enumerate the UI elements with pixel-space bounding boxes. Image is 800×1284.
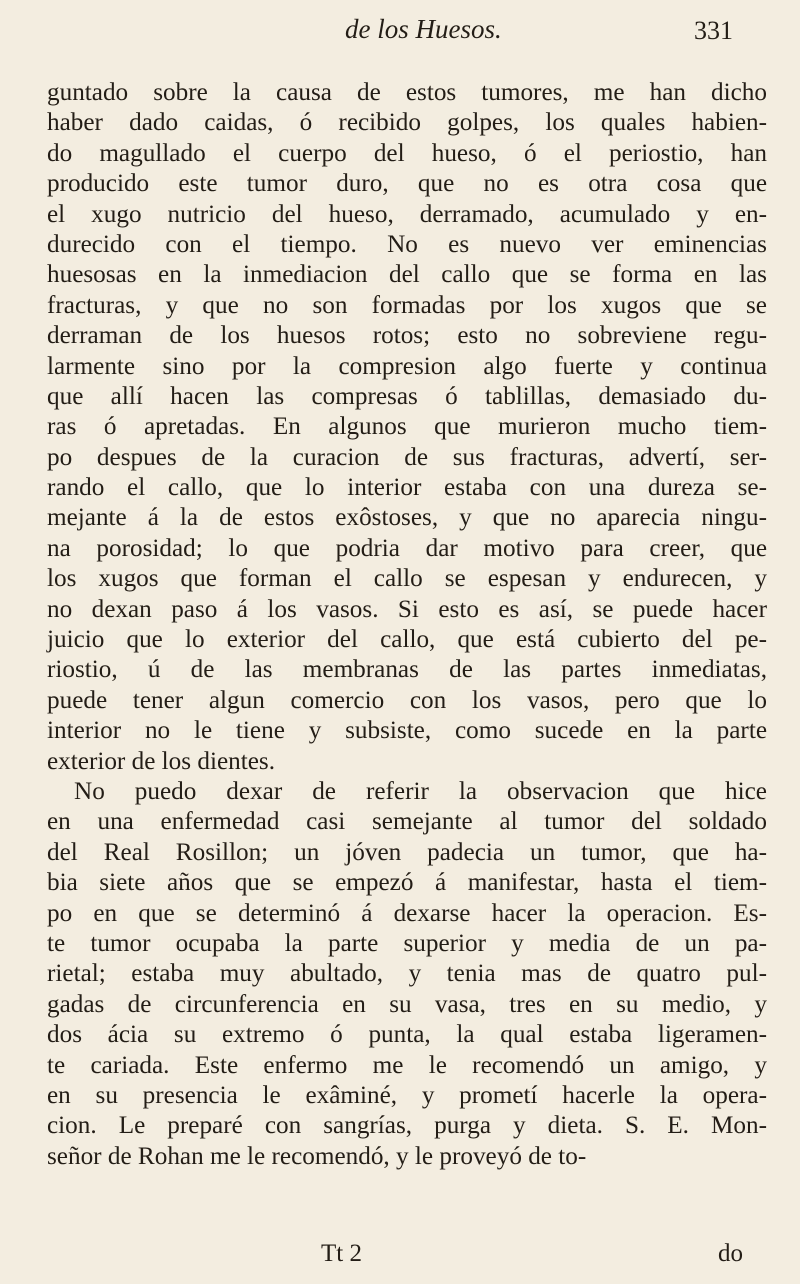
- text-line: cion. Le preparé con sangrías, purga y dieta. S. E. Mon-: [47, 1112, 767, 1140]
- text-line: rietal; estaba muy abultado, y tenia mas de quatro pul-: [47, 960, 767, 988]
- page-footer: [0, 1240, 800, 1274]
- text-line: guntado sobre la causa de estos tumores, me han dicho: [47, 79, 767, 106]
- text-line: no dexan paso á los vasos. Si esto es así, se puede hacer: [47, 595, 767, 623]
- text-line: exterior de los dientes.: [47, 747, 276, 775]
- text-line: te tumor ocupaba la parte superior y media de un pa-: [47, 929, 767, 957]
- text-line: juicio que lo exterior del callo, que está cubierto del pe-: [47, 626, 767, 654]
- text-line: po en que se determinó á dexarse hacer la operacion. Es-: [47, 899, 767, 927]
- text-line: do magullado el cuerpo del hueso, ó el periostio, han: [47, 139, 767, 167]
- text-line: No puedo dexar de referir la observacion que hice: [74, 777, 767, 805]
- text-line: en una enfermedad casi semejante al tumor del soldado: [47, 808, 767, 836]
- text-line: ras ó apretadas. En algunos que murieron mucho tiem-: [47, 413, 767, 441]
- text-line: el xugo nutricio del hueso, derramado, acumulado y en-: [47, 200, 767, 228]
- text-line: po despues de la curacion de sus fracturas, advertí, ser-: [47, 443, 767, 471]
- body-text: [47, 78, 767, 1172]
- text-line: larmente sino por la compresion algo fuerte y continua: [47, 352, 767, 380]
- text-line: los xugos que forman el callo se espesan y endurecen, y: [47, 565, 767, 593]
- text-line: derraman de los huesos rotos; esto no sobreviene regu-: [47, 322, 767, 350]
- running-title: de los Huesos.: [345, 14, 502, 44]
- text-line: gadas de circunferencia en su vasa, tres en su medio, y: [47, 990, 767, 1018]
- text-line: rando el callo, que lo interior estaba con una dureza se-: [47, 474, 767, 502]
- text-line: interior no le tiene y subsiste, como sucede en la parte: [47, 717, 767, 745]
- page-number: 331: [694, 16, 733, 45]
- catchword: do: [718, 1240, 743, 1267]
- text-line: señor de Rohan me le recomendó, y le proveyó de to-: [47, 1142, 587, 1170]
- text-line: dos ácia su extremo ó punta, la qual estaba ligeramen-: [47, 1021, 767, 1049]
- text-line: del Real Rosillon; un jóven padecia un tumor, que ha-: [47, 838, 767, 866]
- text-line: haber dado caidas, ó recibido golpes, los quales habien-: [47, 109, 767, 137]
- text-line: producido este tumor duro, que no es otra cosa que: [47, 170, 767, 198]
- text-line: en su presencia le exâminé, y prometí hacerle la opera-: [47, 1081, 767, 1109]
- text-line: te cariada. Este enfermo me le recomendó un amigo, y: [47, 1051, 767, 1079]
- text-line: que allí hacen las compresas ó tablillas, demasiado du-: [47, 382, 767, 410]
- page-header: [0, 12, 800, 52]
- text-line: durecido con el tiempo. No es nuevo ver eminencias: [47, 230, 767, 258]
- text-line: fracturas, y que no son formadas por los xugos que se: [47, 291, 767, 319]
- text-line: na porosidad; lo que podria dar motivo para creer, que: [47, 534, 767, 562]
- text-line: huesosas en la inmediacion del callo que se forma en las: [47, 261, 767, 289]
- signature-mark: Tt 2: [321, 1240, 362, 1267]
- text-line: mejante á la de estos exôstoses, y que no aparecia ningu-: [47, 504, 767, 532]
- text-line: riostio, ú de las membranas de las partes inmediatas,: [47, 656, 767, 684]
- text-line: puede tener algun comercio con los vasos, pero que lo: [47, 686, 767, 714]
- text-line: bia siete años que se empezó á manifestar, hasta el tiem-: [47, 869, 767, 897]
